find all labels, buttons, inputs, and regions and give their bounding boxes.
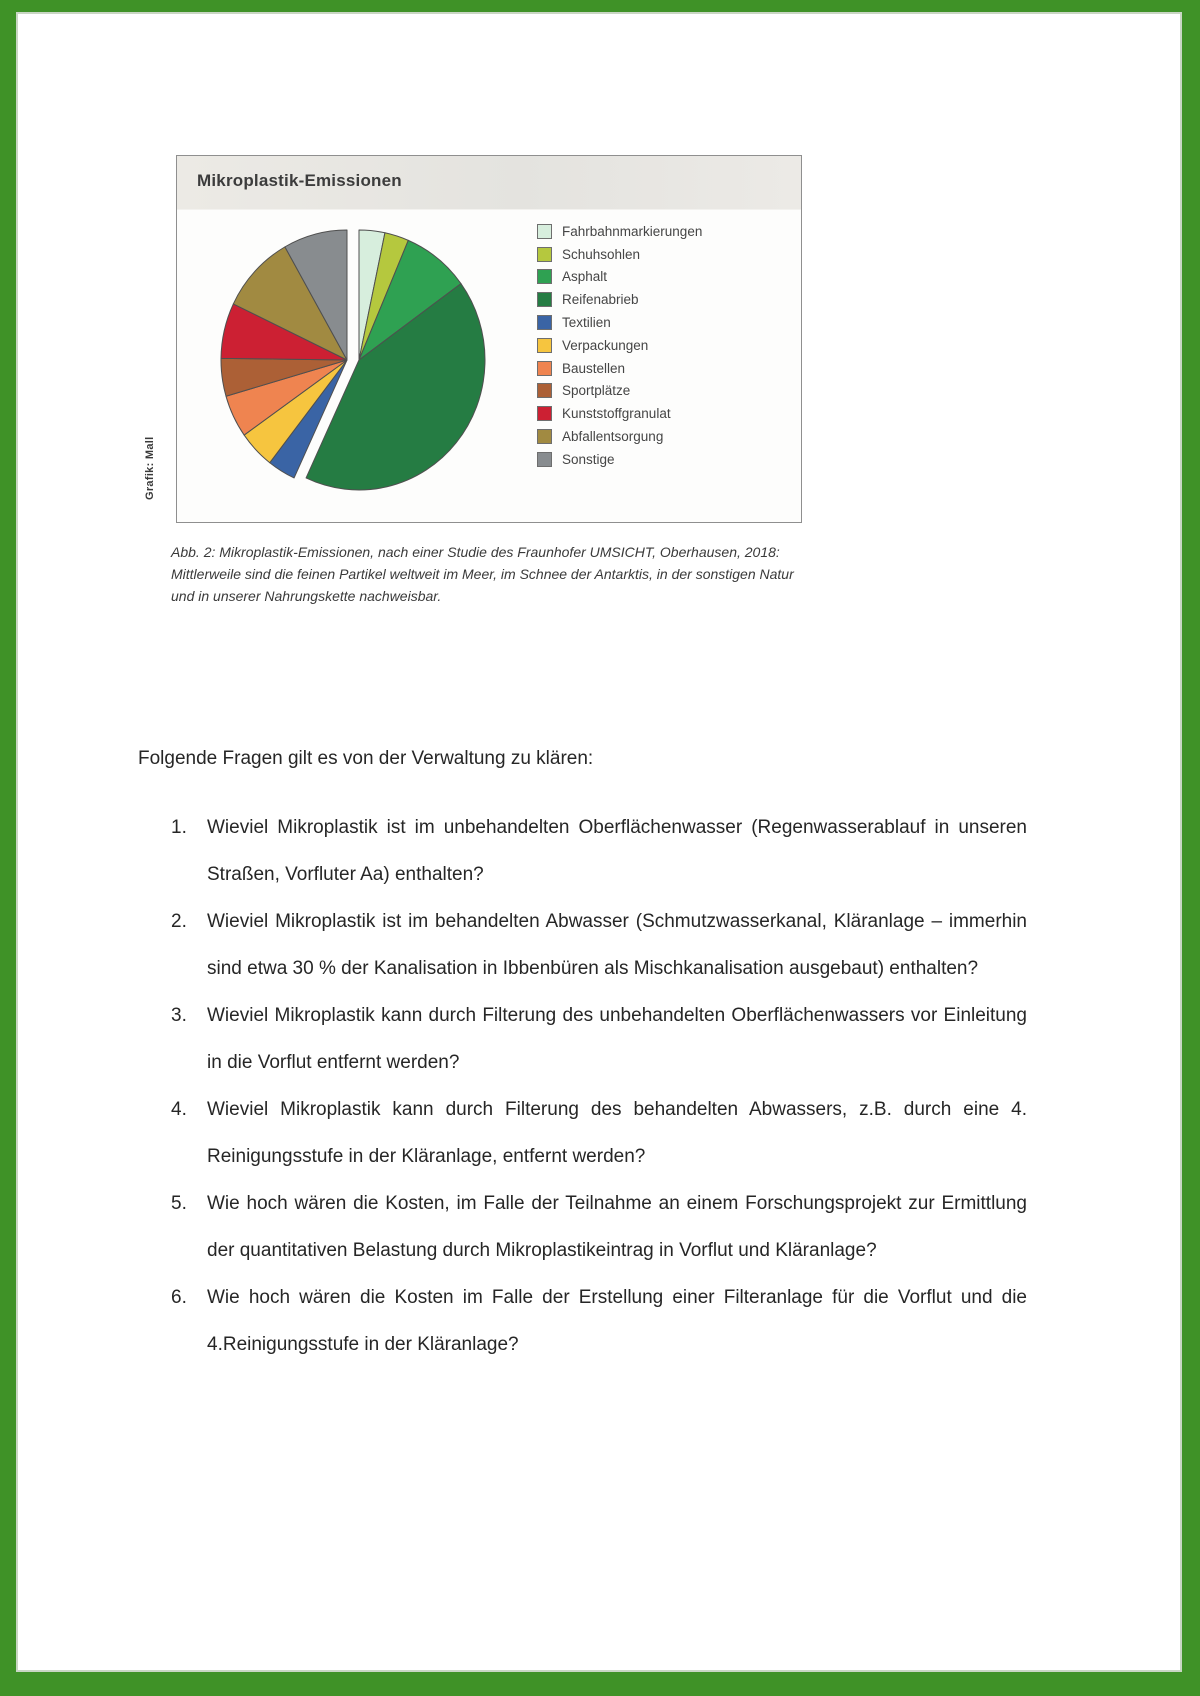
legend-label: Textilien xyxy=(562,315,611,331)
legend-label: Kunststoffgranulat xyxy=(562,406,671,422)
intro-text: Folgende Fragen gilt es von der Verwaltung zu klären: xyxy=(138,748,594,769)
legend-swatch xyxy=(537,315,552,330)
question-item xyxy=(171,898,1027,992)
legend-label: Schuhsohlen xyxy=(562,246,641,262)
question-number: 1. xyxy=(171,817,187,838)
legend-item xyxy=(537,380,702,403)
question-text: Wieviel Mikroplastik kann durch Filterung des behandelten Abwassers, z.B. durch eine 4. Reinigungsstufe in der Kläranlage, entfernt werden? xyxy=(207,1099,1027,1167)
legend-item xyxy=(537,402,702,425)
question-item xyxy=(171,1180,1027,1274)
legend-label: Baustellen xyxy=(562,360,626,376)
legend-label: Sportplätze xyxy=(562,383,631,399)
chart-legend xyxy=(537,220,702,471)
legend-label: Asphalt xyxy=(562,269,608,285)
legend-label: Abfallentsorgung xyxy=(562,429,664,445)
figure-credit: Grafik: Mall xyxy=(144,436,156,500)
legend-item xyxy=(537,243,702,266)
question-number: 6. xyxy=(171,1287,187,1308)
legend-swatch xyxy=(537,292,552,307)
legend-item xyxy=(537,266,702,289)
legend-item xyxy=(537,448,702,471)
legend-item xyxy=(537,288,702,311)
legend-swatch xyxy=(537,247,552,262)
legend-item xyxy=(537,220,702,243)
question-item xyxy=(171,992,1027,1086)
legend-item xyxy=(537,334,702,357)
question-item xyxy=(171,804,1027,898)
legend-swatch xyxy=(537,383,552,398)
legend-label: Sonstige xyxy=(562,451,615,467)
legend-label: Fahrbahnmarkierungen xyxy=(562,223,703,239)
legend-item xyxy=(537,425,702,448)
question-text: Wieviel Mikroplastik ist im behandelten Abwasser (Schmutzwasserkanal, Kläranlage – immerhin sind etwa 30 % der Kanalisation in Ibbenbüren als Mischkanalisation ausgebaut) enthalten? xyxy=(207,911,1027,979)
legend-swatch xyxy=(537,406,552,421)
question-number: 2. xyxy=(171,911,187,932)
legend-item xyxy=(537,357,702,380)
legend-swatch xyxy=(537,361,552,376)
legend-swatch xyxy=(537,452,552,467)
question-text: Wie hoch wären die Kosten im Falle der Erstellung einer Filteranlage für die Vorflut und die 4.Reinigungsstufe in der Kläranlage? xyxy=(207,1287,1027,1355)
question-item xyxy=(171,1274,1027,1368)
pie-chart xyxy=(195,208,507,510)
legend-swatch xyxy=(537,269,552,284)
legend-label: Reifenabrieb xyxy=(562,292,639,308)
legend-swatch xyxy=(537,429,552,444)
legend-label: Verpackungen xyxy=(562,337,649,353)
question-text: Wieviel Mikroplastik kann durch Filterung des unbehandelten Oberflächenwassers vor Einleitung in die Vorflut entfernt werden? xyxy=(207,1005,1027,1073)
question-text: Wieviel Mikroplastik ist im unbehandelten Oberflächenwasser (Regenwasserablauf in unseren Straßen, Vorfluter Aa) enthalten? xyxy=(207,817,1027,885)
legend-item xyxy=(537,311,702,334)
question-number: 4. xyxy=(171,1099,187,1120)
figure-caption: Abb. 2: Mikroplastik-Emissionen, nach einer Studie des Fraunhofer UMSICHT, Oberhausen, 2018: Mittlerweile sind die feinen Partikel weltweit im Meer, im Schnee der Antarktis, in der sonstigen Natur und in unserer Nahrungskette nachweisbar. xyxy=(171,544,794,604)
question-item xyxy=(171,1086,1027,1180)
legend-swatch xyxy=(537,338,552,353)
question-number: 5. xyxy=(171,1193,187,1214)
question-list xyxy=(171,804,1027,1368)
figure-title: Mikroplastik-Emissionen xyxy=(197,171,402,190)
figure-box xyxy=(176,155,802,523)
question-number: 3. xyxy=(171,1005,187,1026)
question-text: Wie hoch wären die Kosten, im Falle der Teilnahme an einem Forschungsprojekt zur Ermittlung der quantitativen Belastung durch Mikroplastikeintrag in Vorflut und Kläranlage? xyxy=(207,1193,1027,1261)
legend-swatch xyxy=(537,224,552,239)
